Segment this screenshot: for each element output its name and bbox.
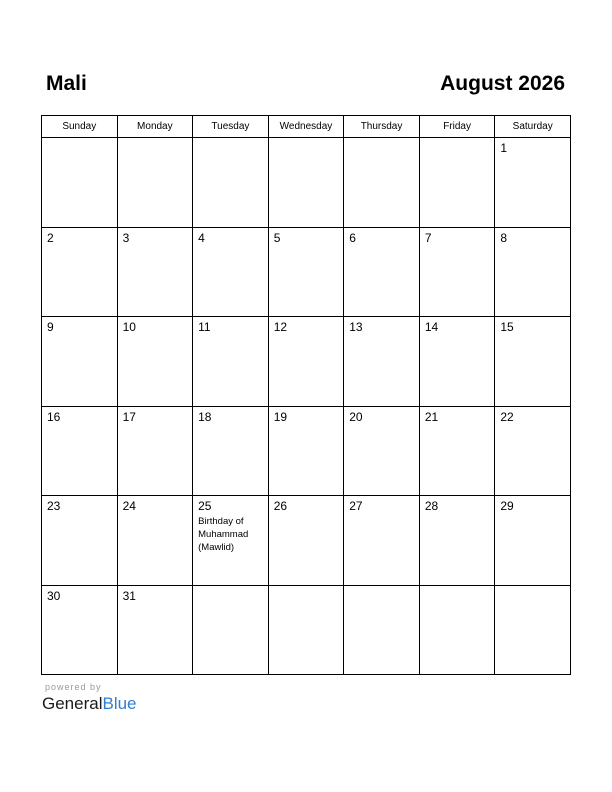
day-number: 13 xyxy=(349,320,363,334)
week-row xyxy=(42,496,571,586)
country-title: Mali xyxy=(46,72,87,95)
day-number: 8 xyxy=(500,230,508,245)
day-cell xyxy=(42,138,118,228)
weekday-header-thursday: Thursday xyxy=(344,116,420,138)
weekday-header-wednesday: Wednesday xyxy=(268,116,344,138)
day-number: 3 xyxy=(122,230,130,245)
week-row xyxy=(42,138,571,228)
day-cell xyxy=(117,317,193,407)
brand-blue-text: Blue xyxy=(102,694,137,713)
day-cell xyxy=(42,406,118,496)
powered-by-label: powered by xyxy=(45,682,102,692)
day-cell xyxy=(117,227,193,317)
day-cell xyxy=(42,585,118,675)
day-number: 24 xyxy=(122,499,136,513)
day-cell xyxy=(495,496,571,586)
weekday-header-saturday: Saturday xyxy=(495,116,571,138)
day-cell xyxy=(268,496,344,586)
day-number: 15 xyxy=(500,320,514,334)
day-cell xyxy=(344,317,420,407)
day-cell xyxy=(495,227,571,317)
day-cell xyxy=(42,227,118,317)
day-cell xyxy=(193,317,269,407)
day-number: 19 xyxy=(273,409,288,424)
day-number: 18 xyxy=(198,409,212,424)
brand-general-text: General xyxy=(42,694,103,713)
week-row xyxy=(42,317,571,407)
week-row xyxy=(42,585,571,675)
day-number: 11 xyxy=(198,320,211,334)
day-cell xyxy=(193,496,269,586)
week-row xyxy=(42,406,571,496)
day-number: 5 xyxy=(273,230,281,245)
day-number: 26 xyxy=(273,499,288,513)
brand-logo[interactable] xyxy=(42,693,137,715)
weekday-header-sunday: Sunday xyxy=(42,116,118,138)
weekday-header-monday: Monday xyxy=(117,116,193,138)
day-cell xyxy=(495,585,571,675)
day-cell xyxy=(344,406,420,496)
day-cell xyxy=(419,585,495,675)
weekday-header-friday: Friday xyxy=(419,116,495,138)
day-cell xyxy=(117,496,193,586)
day-number: 10 xyxy=(122,320,136,334)
day-cell xyxy=(268,406,344,496)
day-number: 31 xyxy=(122,588,136,603)
day-cell xyxy=(419,496,495,586)
day-cell xyxy=(117,406,193,496)
holiday-event: Birthday of Muhammad (Mawlid) xyxy=(198,516,249,553)
day-cell xyxy=(344,138,420,228)
day-cell xyxy=(268,138,344,228)
day-number: 1 xyxy=(500,141,508,155)
calendar-grid xyxy=(41,115,571,675)
day-cell xyxy=(117,585,193,675)
calendar-body xyxy=(42,138,571,675)
day-number: 25 xyxy=(198,499,212,513)
day-number: 12 xyxy=(273,320,288,334)
weekday-header-tuesday: Tuesday xyxy=(193,116,269,138)
day-number: 14 xyxy=(424,320,439,334)
day-number: 22 xyxy=(500,409,514,424)
day-number: 27 xyxy=(349,499,363,513)
day-cell xyxy=(117,138,193,228)
day-cell xyxy=(268,317,344,407)
day-cell xyxy=(193,406,269,496)
day-cell xyxy=(344,227,420,317)
day-number: 9 xyxy=(47,320,54,334)
day-number: 29 xyxy=(500,499,514,513)
day-number: 7 xyxy=(424,230,432,245)
day-cell xyxy=(495,406,571,496)
day-number: 2 xyxy=(47,230,54,245)
week-row xyxy=(42,227,571,317)
day-cell xyxy=(193,585,269,675)
day-cell xyxy=(495,317,571,407)
day-number: 17 xyxy=(122,409,136,424)
day-number: 16 xyxy=(47,409,61,424)
day-cell xyxy=(193,227,269,317)
day-cell xyxy=(419,138,495,228)
day-cell xyxy=(268,227,344,317)
day-number: 20 xyxy=(349,409,363,424)
day-cell xyxy=(419,227,495,317)
day-cell xyxy=(419,406,495,496)
day-number: 6 xyxy=(349,230,356,245)
day-cell xyxy=(344,585,420,675)
weekday-header-row xyxy=(42,116,571,138)
day-number: 4 xyxy=(198,230,205,245)
day-number: 30 xyxy=(47,588,61,603)
day-cell xyxy=(344,496,420,586)
day-number: 23 xyxy=(47,499,61,513)
day-cell xyxy=(42,496,118,586)
day-cell xyxy=(419,317,495,407)
day-cell xyxy=(42,317,118,407)
day-cell xyxy=(268,585,344,675)
month-year-title: August 2026 xyxy=(440,72,565,95)
day-cell xyxy=(193,138,269,228)
day-number: 28 xyxy=(424,499,439,513)
day-number: 21 xyxy=(424,409,439,424)
day-cell xyxy=(495,138,571,228)
